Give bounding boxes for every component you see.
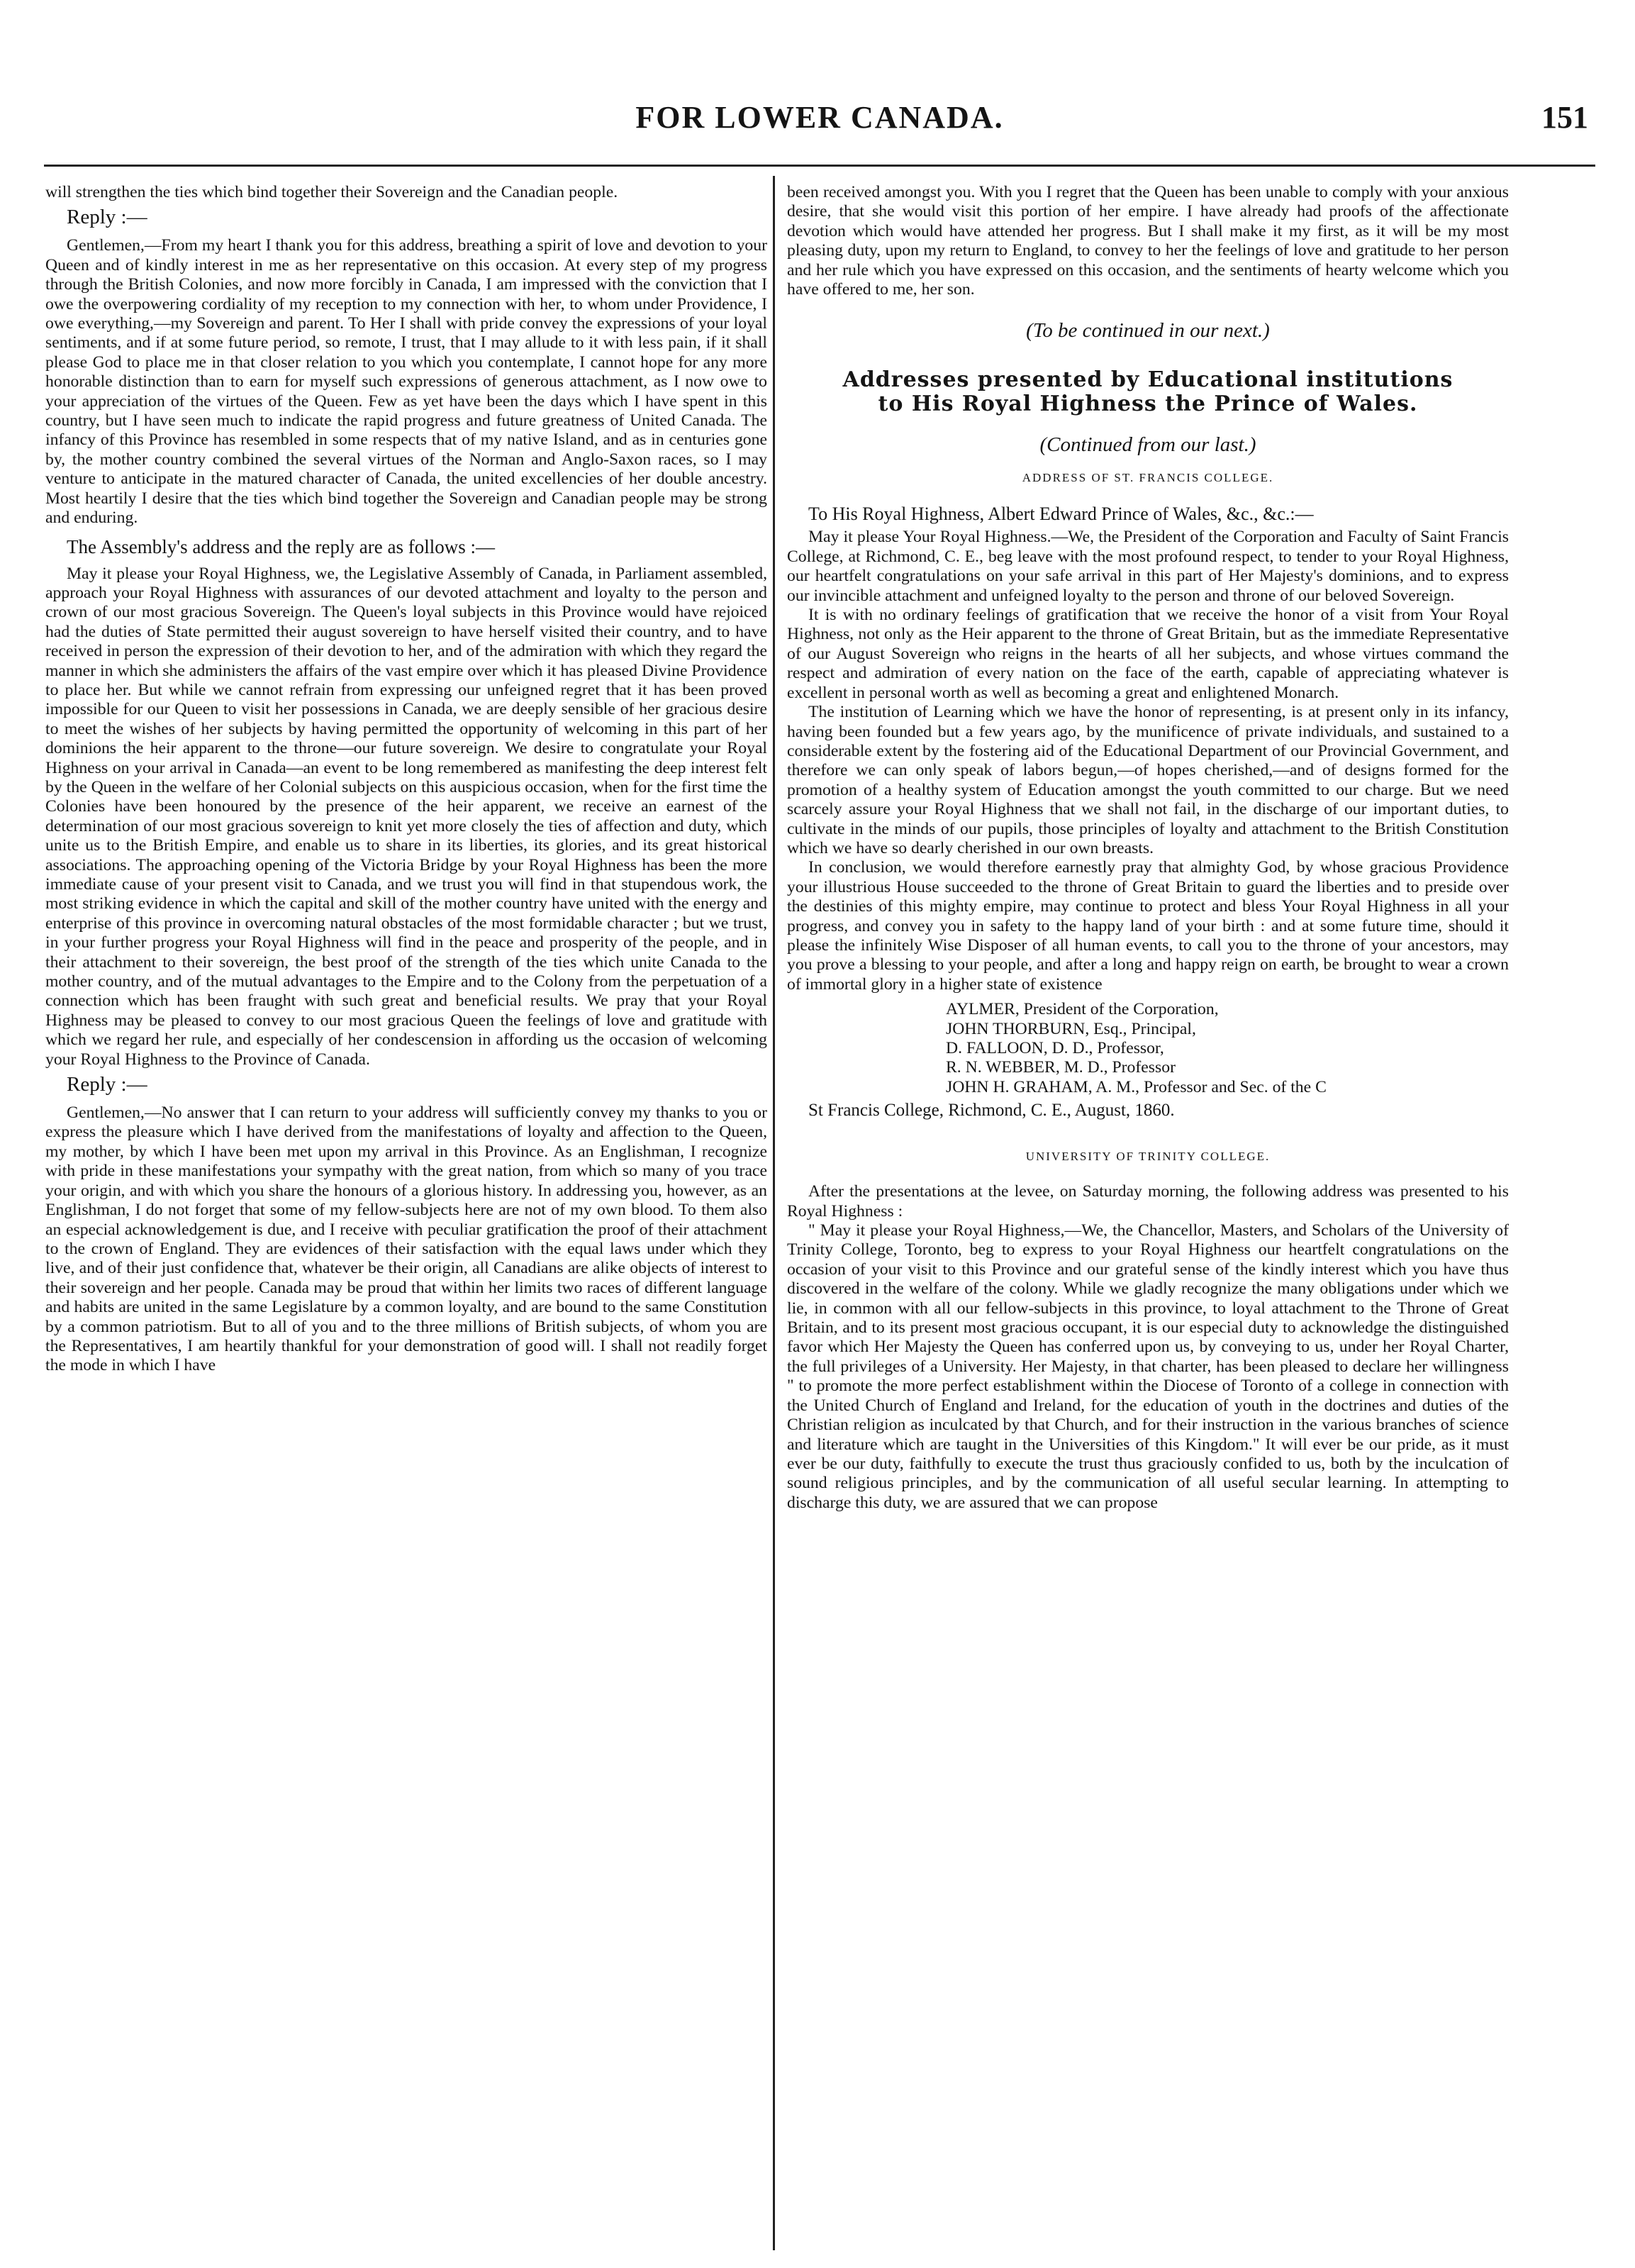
- running-head: FOR LOWER CANADA.: [635, 100, 1004, 135]
- signature-line: D. FALLOON, D. D., Professor,: [946, 1039, 1164, 1057]
- header-rule: [44, 165, 1595, 167]
- st-francis-paragraph: It is with no ordinary feelings of gratification that we receive the honor of a visit from Your Royal Highness, not only as the Heir apparent to the throne of Great Britain, but as the immediate Representative of our August Sovereign who reigns in the hearts of all her subjects, and whose virtues command the respect and admiration of every nation on the face of the earth, capable of appreciating whatever is excellent in personal worth as well as becoming a great and enlightened Monarch.: [787, 606, 1509, 702]
- right-column: [787, 183, 1509, 1513]
- reply-label: Reply :—: [67, 1073, 147, 1096]
- prince-reply-paragraph: Gentlemen,—From my heart I thank you for this address, breathing a spirit of love and devotion to your Queen and of kindly interest in me as her representative on this occasion. At every step of my progress through the British Colonies, and now more forcibly in Canada, I am impressed with the conviction that I owe the overpowering cordiality of my reception to my connection with her, to whom under Providence, I owe everything,—my Sovereign and parent. To Her I shall with pride convey the expressions of your loyal sentiments, and if at some future period, so remote, I trust, that I may allude to it with less pain, if it shall please God to place me in that closer relation to you which you contemplate, I cannot hope for any more honorable distinction than to earn for myself such expressions of generous attachment, as I now owe to your appreciation of the virtues of the Queen. Few as yet have been the days which I have spent in this country, but I have seen much to indicate the rapid progress and future greatness of United Canada. The infancy of this Province has resembled in some respects that of my native Island, and as in centuries gone by, the mother country combined the several virtues of the Norman and Anglo-Saxon races, so I may venture to anticipate in the matured character of Canada, the united excellencies of her double ancestry. Most heartily I desire that the ties which bind together the Sovereign and Canadian people may be strong and enduring.: [45, 236, 767, 528]
- continuation-paragraph: will strengthen the ties which bind together their Sovereign and the Canadian people.: [45, 183, 618, 201]
- trinity-paragraph: After the presentations at the levee, on Saturday morning, the following address was presented to his Royal Highness :: [787, 1182, 1509, 1221]
- signature-line: AYLMER, President of the Corporation,: [946, 1000, 1219, 1019]
- place-date: St Francis College, Richmond, C. E., August, 1860.: [808, 1101, 1175, 1121]
- page-number: 151: [1541, 100, 1588, 135]
- trinity-heading: UNIVERSITY OF TRINITY COLLEGE.: [1025, 1150, 1271, 1164]
- st-francis-heading: ADDRESS OF ST. FRANCIS COLLEGE.: [1022, 471, 1274, 485]
- st-francis-paragraph: The institution of Learning which we have the honor of representing, is at present only in its infancy, having been founded but a few years ago, by the munificence of private individuals, and sustained to a considerable extent by the fostering aid of the Educational Department of our Provincial Government, and therefore we can only speak of labors begun,—of hopes cherished,—and of designs formed for the promotion of a healthy system of Education amongst the youth committed to our charge. But we need scarcely assure your Royal Highness that we shall not fail, in the discharge of our important duties, to cultivate in the minds of our pupils, those principles of loyalty and attachment to the British Constitution which we have so dearly cherished in our own breasts.: [787, 703, 1509, 857]
- section-title: [787, 368, 1509, 416]
- section-subtitle: (Continued from our last.): [1039, 433, 1256, 457]
- signature-line: R. N. WEBBER, M. D., Professor: [946, 1058, 1176, 1077]
- assembly-address-paragraph: May it please your Royal Highness, we, the Legislative Assembly of Canada, in Parliament assembled, approach your Royal Highness with assurances of our devoted attachment and loyalty to the person and crown of our most gracious Sovereign. The Queen's loyal subjects in this Province would have rejoiced had the duties of State permitted their august sovereign to have herself visited their country, and to have received in person the expression of their devotion to her, and of the admiration with which they regard the manner in which she administers the affairs of the vast empire over which it has pleased Divine Providence to place her. But while we cannot refrain from expressing our unfeigned regret that it has been proved impossible for our Queen to visit her possessions in Canada, we are deeply sensible of her gracious desire to meet the wishes of her subjects by having permitted the opportunity of welcoming in this part of her dominions the heir apparent to the throne—our future sovereign. We desire to congratulate your Royal Highness on your arrival in Canada—an event to be long remembered as manifesting the deep interest felt by the Queen in the welfare of her Colonial subjects on this auspicious occasion, when for the first time the Colonies have been honoured by the presence of the heir apparent, we receive an earnest of the determination of our most gracious sovereign to knit yet more closely the ties of affection and duty, which unite us to the British Empire, and enable us to share in its liberties, its glories, and its great historical associations. The approaching opening of the Victoria Bridge by your Royal Highness has been the more immediate cause of your present visit to Canada, and we trust you will find in that stupendous work, the most striking evidence in which the capital and skill of the mother country have united with the energy and enterprise of this province in overcoming natural obstacles of the most formidable character ; but we trust, in your further progress your Royal Highness will find in the peace and prosperity of the people, and in their attachment to their sovereign, the best proof of the strength of the ties which unite Canada to the mother country, and of the mutual advantages to the Empire and to the Colony from the perpetuation of a connection which has been fraught with such great and beneficial results. We pray that your Royal Highness may be pleased to convey to our most gracious Queen the feelings of love and gratitude with which we regard her rule, and especially of her condescension in affording us the occasion of welcoming your Royal Highness to the Province of Canada.: [45, 564, 767, 1069]
- continued-note: (To be continued in our next.): [1026, 319, 1270, 343]
- section-title-line: to His Royal Highness the Prince of Wales.: [878, 391, 1418, 417]
- assembly-intro: The Assembly's address and the reply are as follows :—: [67, 535, 495, 557]
- column-divider: [773, 176, 775, 2250]
- left-column: [45, 183, 767, 1376]
- prince-reply-paragraph: Gentlemen,—No answer that I can return to your address will sufficiently convey my thanks to you or express the pleasure which I have derived from the manifestations of loyalty and affection to the Queen, my mother, by which I have been met upon my arrival in this Province. As an Englishman, I recognize with pride in these manifestations your sympathy with the great nation, from which so many of you trace your origin, and with which you share the honours of a glorious history. In addressing you, however, as an Englishman, I do not forget that some of my fellow-subjects here are not of my own blood. To them also an especial acknowledgement is due, and I receive with peculiar gratification the proof of their attachment to the crown of England. They are evidences of their satisfaction with the equal laws under which they live, and of their just confidence that, whatever be their origin, all Canadians are alike objects of interest to their sovereign and her people. Canada may be proud that within her limits two races of different language and habits are united in the same Legislature by a common loyalty, and are bound to the same Constitution by a common patriotism. But to all of you and to the three millions of British subjects, of whom you are the Representatives, I am heartily thankful for your demonstration of good will. I shall not readily forget the mode in which I have: [45, 1104, 767, 1375]
- signature-block: [787, 1000, 1509, 1097]
- section-title-line: Addresses presented by Educational institutions: [842, 367, 1453, 393]
- st-francis-paragraph: In conclusion, we would therefore earnestly pray that almighty God, by whose gracious Providence your illustrious House succeeded to the throne of Great Britain to guard the liberties and to preside over the destinies of this mighty empire, may continue to protect and bless Your Royal Highness in all your progress, and convey you in safety to the happy land of your birth : and at some future time, should it please the infinitely Wise Disposer of all human events, to call you to the throne of your ancestors, may you prove a blessing to your people, and after a long and happy reign on earth, be brought to wear a crown of immortal glory in a higher state of existence: [787, 858, 1509, 994]
- page-header: [44, 99, 1595, 150]
- reply-label: Reply :—: [67, 206, 147, 229]
- signature-line: JOHN THORBURN, Esq., Principal,: [946, 1019, 1196, 1038]
- signature-line: JOHN H. GRAHAM, A. M., Professor and Sec. of the C: [946, 1077, 1327, 1096]
- salutation: To His Royal Highness, Albert Edward Prince of Wales, &c., &c.:—: [808, 504, 1314, 525]
- continuation-paragraph: been received amongst you. With you I regret that the Queen has been unable to comply with your anxious desire, that she would visit this portion of her empire. I have already had proofs of the affectionate devotion which would have attended her progress. But I shall make it my first, as it will be my most pleasing duty, upon my return to England, to convey to her the feelings of love and gratitude to her person and her rule which you have expressed on this occasion, and the sentiments of hearty welcome which you have offered to me, her son.: [787, 183, 1509, 299]
- st-francis-paragraph: May it please Your Royal Highness.—We, the President of the Corporation and Faculty of Saint Francis College, at Richmond, C. E., beg leave with the most profound respect, to tender to your Royal Highness, our heartfelt congratulations on your safe arrival in this part of Her Majesty's dominions, and to express our invincible attachment and unfeigned loyalty to the person and throne of our beloved Sovereign.: [787, 528, 1509, 605]
- trinity-paragraph: " May it please your Royal Highness,—We, the Chancellor, Masters, and Scholars of the University of Trinity College, Toronto, beg to express to your Royal Highness our heartfelt congratulations on the occasion of your visit to this Province and our grateful sense of the kindly interest which you have thus discovered in the welfare of the colony. While we gladly recognize the many obligations under which we lie, in common with all our fellow-subjects in this province, to loyal attachment to the Throne of Great Britain, and to its present most gracious occupant, it is our especial duty to acknowledge the distinguished favor which Her Majesty the Queen has conferred upon us, by conveying to us, under her Royal Charter, the full privileges of a University. Her Majesty, in that charter, has been pleased to declare her willingness " to promote the more perfect establishment within the Diocese of Toronto of a college in connection with the United Church of England and Ireland, for the education of youth in the doctrines and duties of the Christian religion as inculcated by that Church, and for their instruction in the various branches of science and literature which are taught in the Universities of this Kingdom." It will ever be our pride, as it must ever be our duty, faithfully to execute the trust thus graciously confided to us, both by the inculcation of sound religious principles, and by the communication of all useful secular learning. In attempting to discharge this duty, we are assured that we can propose: [787, 1221, 1509, 1512]
